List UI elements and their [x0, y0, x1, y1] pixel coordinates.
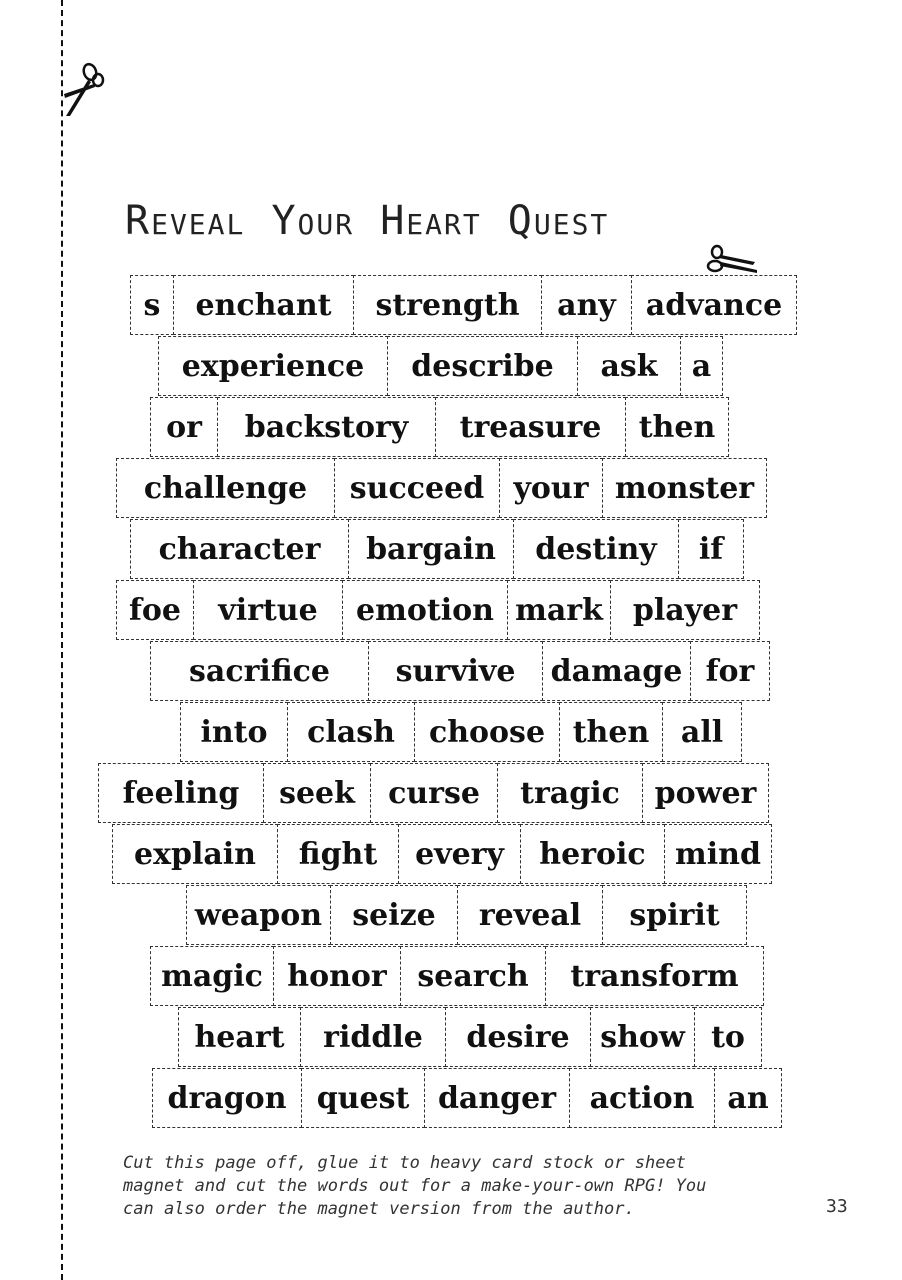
word-tile: weapon	[186, 885, 331, 945]
word-tile: transform	[545, 946, 764, 1006]
word-tile: enchant	[173, 275, 354, 335]
word-row	[112, 824, 771, 886]
word-row	[180, 702, 741, 764]
page-title: Reveal Your Heart Quest	[125, 198, 610, 244]
word-row	[150, 397, 728, 459]
word-tile: then	[625, 397, 729, 457]
word-tile: dragon	[152, 1068, 302, 1128]
word-row	[116, 580, 759, 642]
word-tile: treasure	[435, 397, 626, 457]
word-tile: honor	[273, 946, 401, 1006]
word-tile: your	[499, 458, 603, 518]
word-tile: heroic	[520, 824, 665, 884]
word-tile: player	[610, 580, 760, 640]
word-tile: power	[642, 763, 769, 823]
word-tile: sacrifice	[150, 641, 369, 701]
word-row	[150, 946, 763, 1008]
word-tile: all	[662, 702, 742, 762]
word-tile: feeling	[98, 763, 264, 823]
word-tile: foe	[116, 580, 194, 640]
word-tile: describe	[387, 336, 578, 396]
word-row	[150, 641, 769, 703]
word-tile: into	[180, 702, 288, 762]
word-row	[98, 763, 768, 825]
scissors-icon	[705, 240, 759, 280]
word-tile: heart	[178, 1007, 301, 1067]
word-tile: challenge	[116, 458, 335, 518]
word-tile: to	[694, 1007, 762, 1067]
word-row	[186, 885, 746, 947]
word-tile: riddle	[300, 1007, 446, 1067]
word-tile: an	[714, 1068, 782, 1128]
footer-note: Cut this page off, glue it to heavy card stock or sheet magnet and cut the words out for a make-your-own RPG! You can also order the magnet version from the author.	[123, 1153, 707, 1219]
word-tile: character	[130, 519, 349, 579]
word-tile: search	[400, 946, 546, 1006]
word-tile: choose	[414, 702, 560, 762]
word-tile: seize	[330, 885, 458, 945]
cut-line	[61, 0, 63, 1280]
word-row	[158, 336, 722, 398]
word-tile: reveal	[457, 885, 603, 945]
word-row	[178, 1007, 761, 1069]
word-row	[152, 1068, 781, 1130]
word-tile: explain	[112, 824, 278, 884]
word-tile: monster	[602, 458, 767, 518]
word-tile: any	[541, 275, 632, 335]
word-tile: damage	[542, 641, 691, 701]
word-tile: advance	[631, 275, 797, 335]
word-tile: a	[680, 336, 723, 396]
word-tile: for	[690, 641, 770, 701]
word-tile: danger	[424, 1068, 570, 1128]
word-tile: every	[398, 824, 521, 884]
word-tile: mind	[664, 824, 772, 884]
word-tile: fight	[277, 824, 399, 884]
word-tile: ask	[577, 336, 681, 396]
word-tile: then	[559, 702, 663, 762]
word-tile: curse	[370, 763, 498, 823]
scissors-icon	[60, 60, 106, 118]
word-tile: tragic	[497, 763, 643, 823]
word-tile: quest	[301, 1068, 425, 1128]
word-tile: succeed	[334, 458, 500, 518]
word-tile: destiny	[513, 519, 679, 579]
word-tile: spirit	[602, 885, 747, 945]
word-tile: show	[590, 1007, 695, 1067]
word-tile: s	[130, 275, 174, 335]
word-tile: action	[569, 1068, 715, 1128]
word-tile: seek	[263, 763, 371, 823]
word-tile: backstory	[217, 397, 436, 457]
word-tile: bargain	[348, 519, 514, 579]
word-tile: desire	[445, 1007, 591, 1067]
word-tile: experience	[158, 336, 388, 396]
word-tile: strength	[353, 275, 542, 335]
word-row	[130, 519, 743, 581]
page-number: 33	[826, 1196, 848, 1217]
word-tile: clash	[287, 702, 415, 762]
word-tile: or	[150, 397, 218, 457]
word-tile: magic	[150, 946, 274, 1006]
word-row	[130, 275, 796, 337]
word-tile: if	[678, 519, 744, 579]
word-tile: virtue	[193, 580, 343, 640]
word-tile: survive	[368, 641, 543, 701]
word-tile: emotion	[342, 580, 508, 640]
word-row	[116, 458, 766, 520]
word-tile: mark	[507, 580, 611, 640]
